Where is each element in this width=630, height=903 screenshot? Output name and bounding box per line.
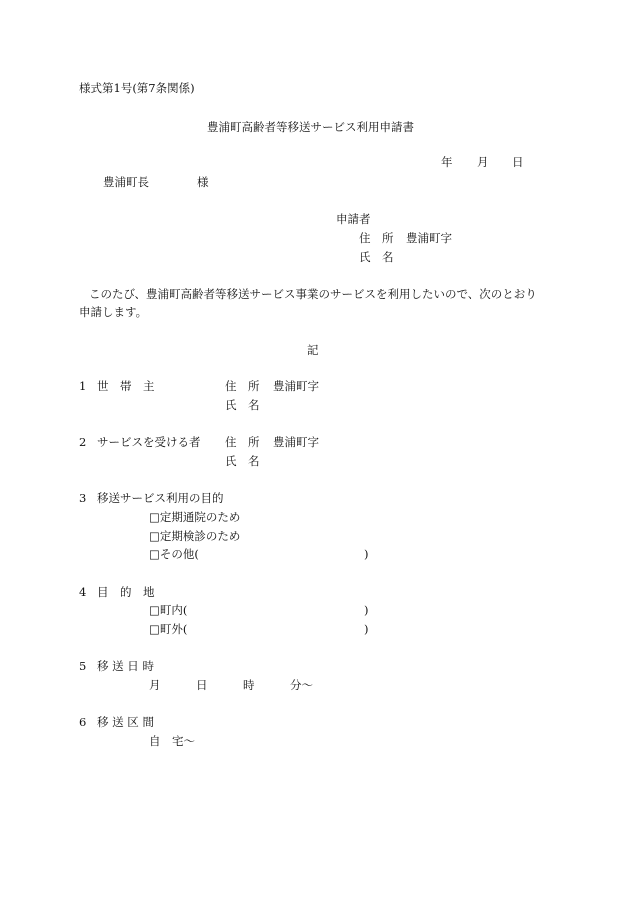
section-5-minute-label: 分～	[290, 678, 313, 692]
section-1-name-label: 氏 名	[225, 398, 260, 412]
date-year-label: 年	[441, 155, 453, 169]
section-5-day-label: 日	[196, 678, 208, 692]
section-1-address-value: 豊浦町字	[273, 379, 319, 393]
date-day-label: 日	[512, 155, 524, 169]
section-4-number: 4	[79, 585, 87, 599]
section-5-month-label: 月	[149, 678, 161, 692]
section-3-option-other[interactable]: □その他(	[149, 547, 199, 561]
section-5-hour-label: 時	[243, 678, 255, 692]
section-4-option-in-town[interactable]: □町内(	[149, 603, 188, 617]
section-1-number: 1	[79, 379, 87, 393]
section-4-heading: 目 的 地	[97, 585, 155, 599]
section-3-other-close-paren: )	[364, 547, 369, 561]
body-text-line-1: このたび、豊浦町高齢者等移送サービス事業のサービスを利用したいので、次のとおり	[89, 287, 537, 301]
section-1-address-label: 住 所	[225, 379, 260, 393]
applicant-address-value: 豊浦町字	[406, 231, 452, 245]
ki-heading: 記	[307, 343, 319, 357]
addressee-honorific: 様	[197, 175, 209, 189]
section-6-heading: 移 送 区 間	[97, 715, 154, 729]
section-5-number: 5	[79, 659, 87, 673]
document-title: 豊浦町高齢者等移送サービス利用申請書	[207, 120, 414, 134]
applicant-label: 申請者	[336, 212, 371, 226]
section-5-heading: 移 送 日 時	[97, 659, 154, 673]
section-3-option-regular-visit[interactable]: □定期通院のため	[149, 510, 241, 524]
date-month-label: 月	[477, 155, 489, 169]
section-3-number: 3	[79, 491, 87, 505]
section-6-from-home: 自 宅～	[149, 734, 195, 748]
section-2-name-label: 氏 名	[225, 454, 260, 468]
section-3-heading: 移送サービス利用の目的	[97, 491, 224, 505]
section-4-option-out-of-town[interactable]: □町外(	[149, 622, 188, 636]
applicant-address-label: 住 所	[359, 231, 394, 245]
section-4-in-town-close-paren: )	[364, 603, 369, 617]
section-2-number: 2	[79, 435, 87, 449]
form-number: 様式第1号(第7条関係)	[79, 81, 195, 95]
section-2-address-value: 豊浦町字	[273, 435, 319, 449]
applicant-name-label: 氏 名	[359, 250, 394, 264]
section-1-heading: 世 帯 主	[97, 379, 155, 393]
section-3-option-regular-checkup[interactable]: □定期検診のため	[149, 529, 241, 543]
body-text-line-2: 申請します。	[79, 305, 148, 319]
addressee-name: 豊浦町長	[103, 175, 149, 189]
section-6-number: 6	[79, 715, 87, 729]
section-2-address-label: 住 所	[225, 435, 260, 449]
section-4-out-of-town-close-paren: )	[364, 622, 369, 636]
section-2-heading: サービスを受ける者	[97, 435, 201, 449]
